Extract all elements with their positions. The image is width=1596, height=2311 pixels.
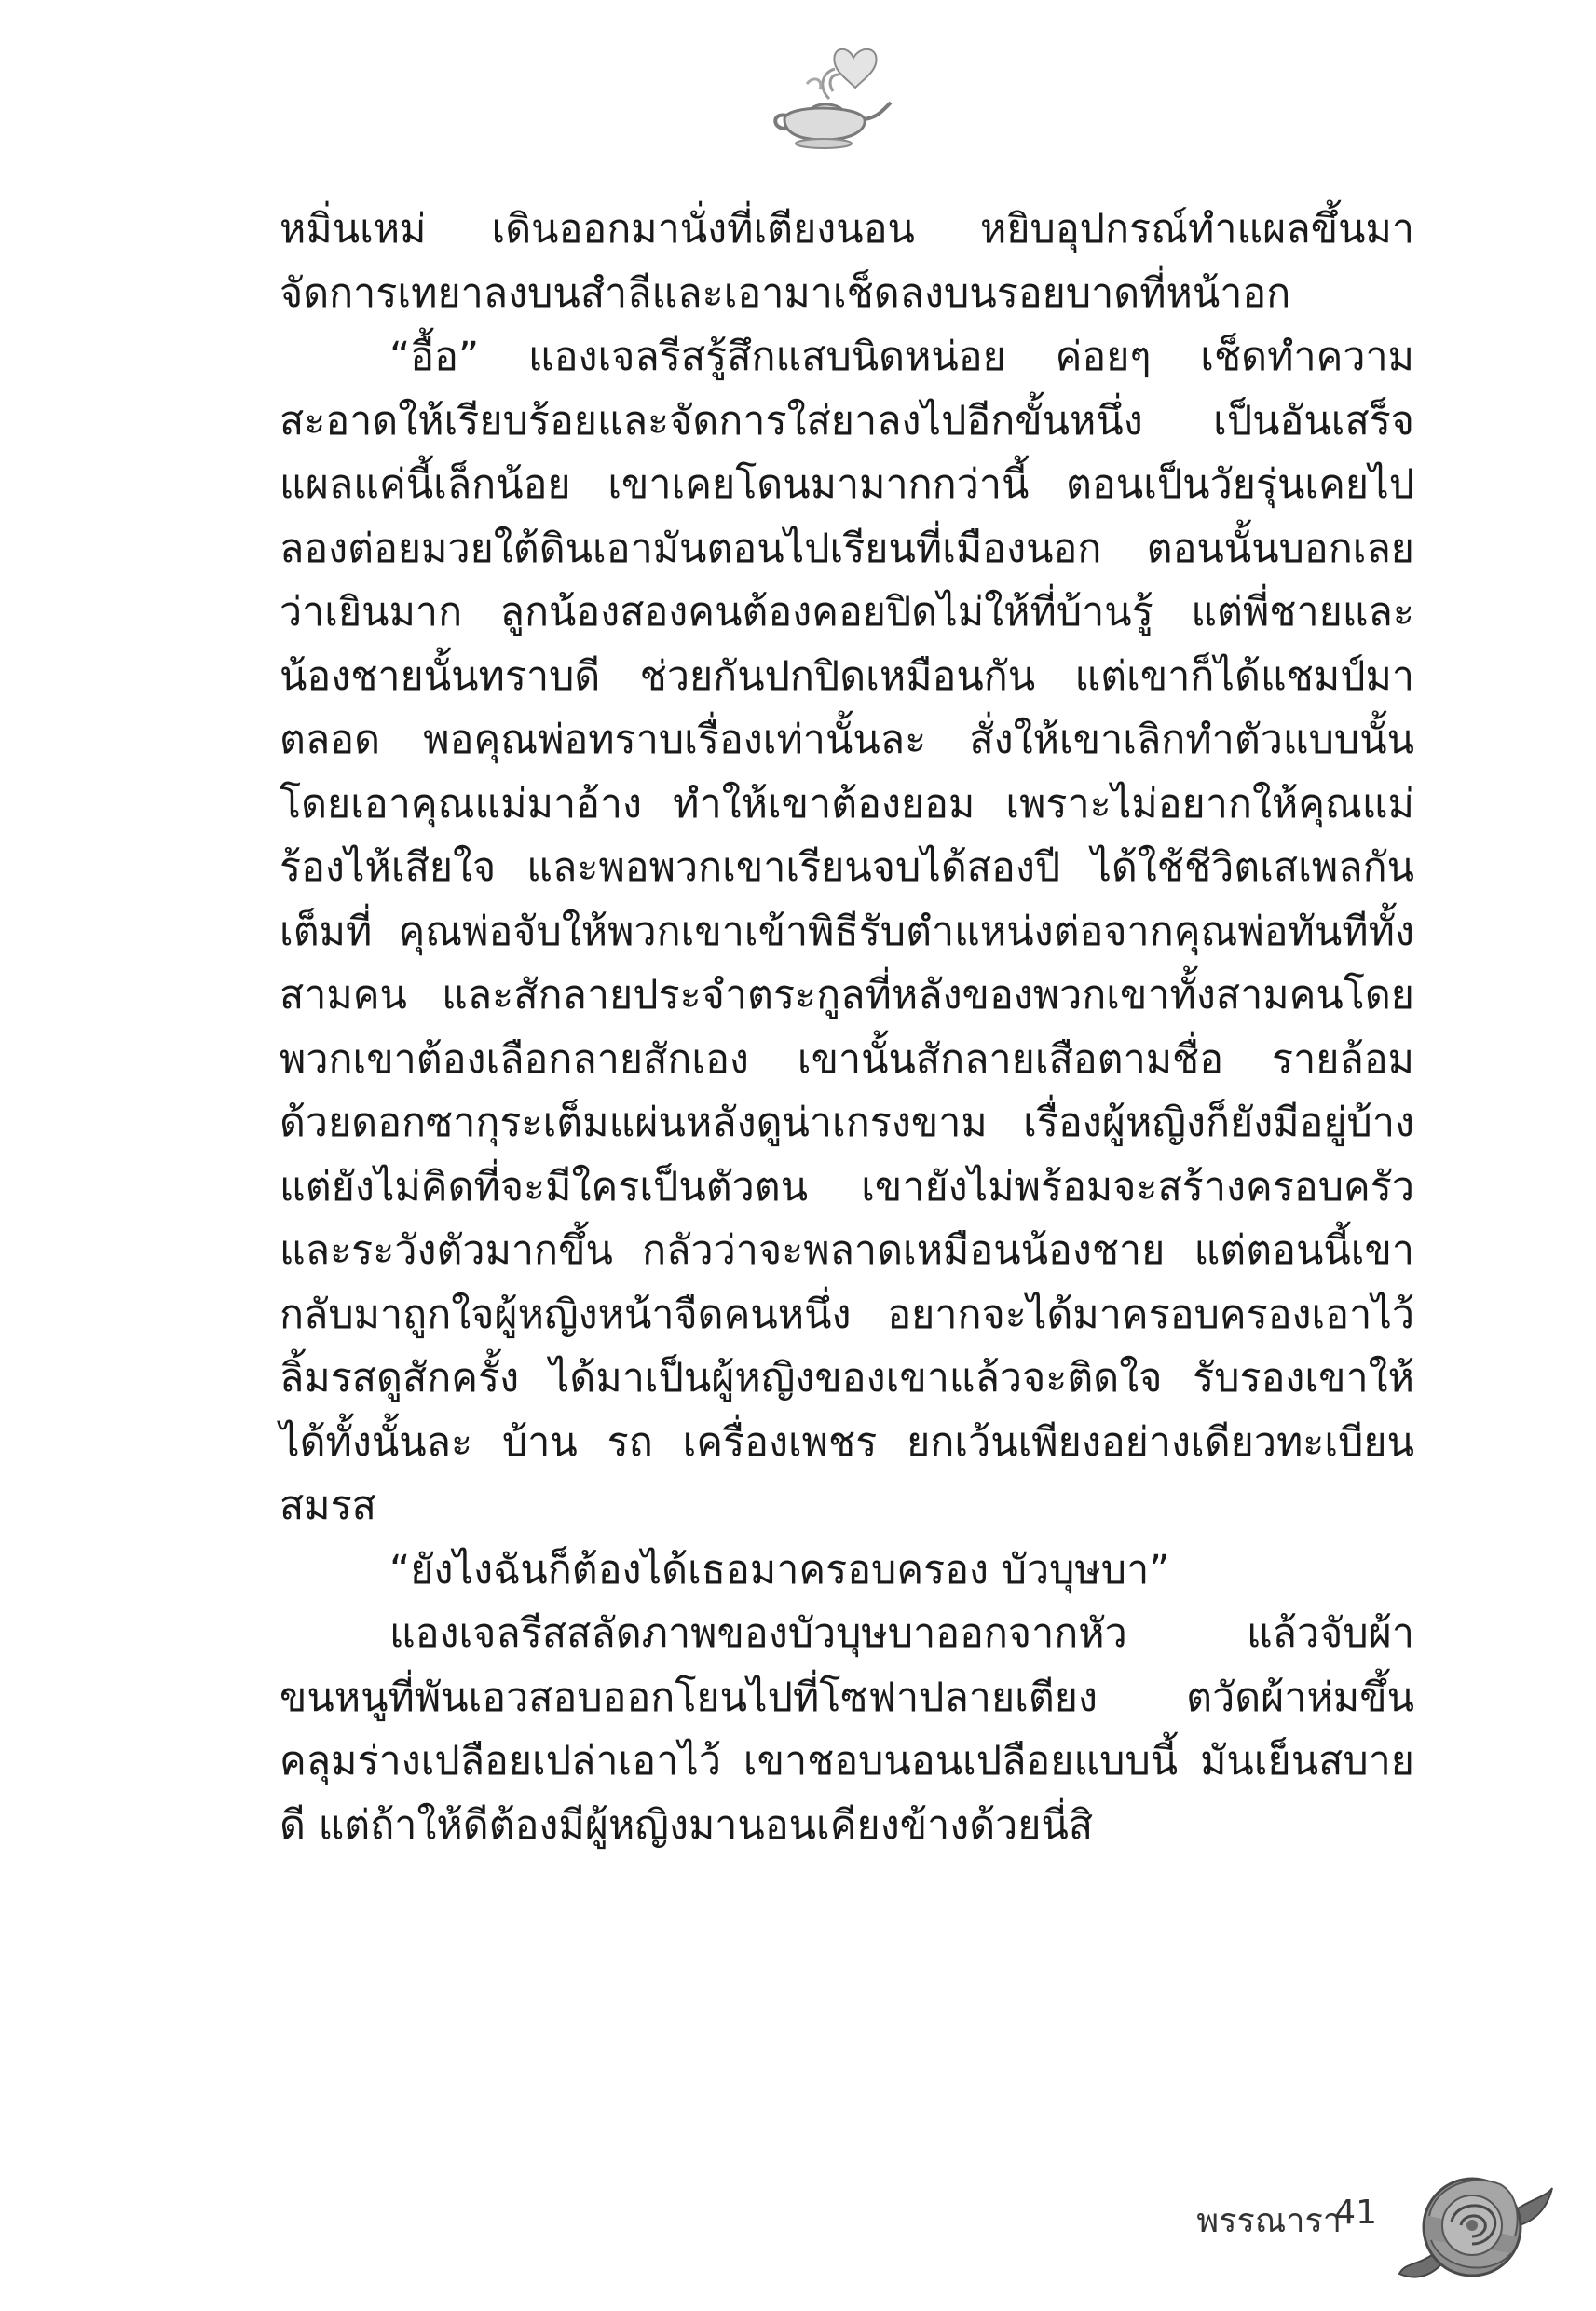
page-body-text: [280, 198, 1414, 1857]
page-footer: [1118, 2151, 1584, 2290]
book-title: พรรณารา: [1196, 2202, 1342, 2240]
paragraph-1: หมิ่นเหม่ เดินออกมานั่งที่เตียงนอน หยิบอุปกรณ์ทำแผลขึ้นมาจัดการเทยาลงบนสำลีและเอามาเช็ดลงบนรอยบาดที่หน้าอก: [280, 206, 1414, 317]
rose-icon: [1398, 2151, 1556, 2290]
paragraph-4: แองเจลรีสสลัดภาพของบัวบุษบาออกจากหัว แล้วจับผ้าขนหนูที่พันเอวสอบออกโยนไปที่โซฟาปลายเตียง ตวัดผ้าห่มขึ้นคลุมร่างเปลือยเปล่าเอาไว้ เขาชอบนอนเปลือยแบบนี้ มันเย็นสบายดี แต่ถ้าให้ดีต้องมีผู้หญิงมานอนเคียงข้างด้วยนี่สิ: [280, 1610, 1414, 1849]
paragraph-3: “ยังไงฉันก็ต้องได้เธอมาครอบครอง บัวบุษบา”: [389, 1546, 1170, 1593]
paragraph-2: “อื้อ” แองเจลรีสรู้สึกแสบนิดหน่อย ค่อยๆ เช็ดทำความสะอาดให้เรียบร้อยและจัดการใส่ยาลงไปอีกขั้นหนึ่ง เป็นอันเสร็จ แผลแค่นี้เล็กน้อย เขาเคยโดนมามากกว่านี้ ตอนเป็นวัยรุ่นเคยไปลองต่อยมวยใต้ดินเอามันตอนไปเรียนที่เมืองนอก ตอนนั้นบอกเลยว่าเยินมาก ลูกน้องสองคนต้องคอยปิดไม่ให้ที่บ้านรู้ แต่พี่ชายและน้องชายนั้นทราบดี ช่วยกันปกปิดเหมือนกัน แต่เขาก็ได้แชมป์มาตลอด พอคุณพ่อทราบเรื่องเท่านั้นละ สั่งให้เขาเลิกทำตัวแบบนั้นโดยเอาคุณแม่มาอ้าง ทำให้เขาต้องยอม เพราะไม่อยากให้คุณแม่ร้องไห้เสียใจ และพอพวกเขาเรียนจบได้สองปี ได้ใช้ชีวิตเสเพลกันเต็มที่ คุณพ่อจับให้พวกเขาเข้าพิธีรับตำแหน่งต่อจากคุณพ่อทันทีทั้งสามคน และสักลายประจำตระกูลที่หลังของพวกเขาทั้งสามคนโดยพวกเขาต้องเลือกลายสักเอง เขานั้นสักลายเสือตามชื่อ รายล้อมด้วยดอกซากุระเต็มแผ่นหลังดูน่าเกรงขาม เรื่องผู้หญิงก็ยังมีอยู่บ้างแต่ยังไม่คิดที่จะมีใครเป็นตัวตน เขายังไม่พร้อมจะสร้างครอบครัวและระวังตัวมากขึ้น กลัวว่าจะพลาดเหมือนน้องชาย แต่ตอนนี้เขากลับมาถูกใจผู้หญิงหน้าจืดคนหนึ่ง อยากจะได้มาครอบครองเอาไว้ลิ้มรสดูสักครั้ง ได้มาเป็นผู้หญิงของเขาแล้วจะติดใจ รับรองเขาให้ได้ทั้งนั้นละ บ้าน รถ เครื่องเพชร ยกเว้นเพียงอย่างเดียวทะเบียนสมรส: [280, 334, 1414, 1529]
page-number: 41: [1334, 2194, 1377, 2232]
teapot-heart-ornament-icon: [762, 26, 902, 166]
